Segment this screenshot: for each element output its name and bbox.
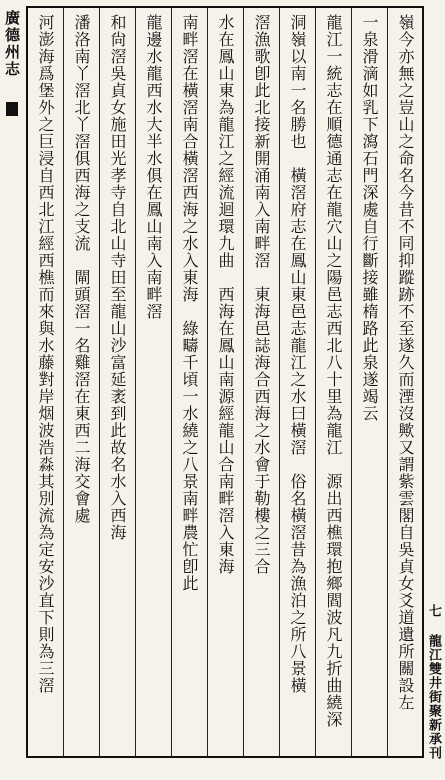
text-column-5: 滘漁歌卽此北接新開涌南入南畔滘 東海邑誌海合西海之水會于勒樓之三合 xyxy=(252,14,271,575)
book-title xyxy=(2,10,23,116)
column-rule xyxy=(279,8,280,756)
text-column-7: 南畔滘在橫滘南合橫滘西海之水入東海 綠疇千頃一水繞之八景南畔農忙卽此 xyxy=(180,14,199,592)
column-rule xyxy=(243,8,244,756)
text-column-1: 嶺今亦無之豈山之命名今昔不同抑蹤跡不至遂久而湮沒歟又謂紫雲閣自吳貞女爻道遺所關設左 xyxy=(396,14,415,711)
text-column-4: 洞嶺以南一名勝也 橫滘府志在鳳山東邑志龍江之水曰橫滘 俗名橫滘昔為漁泊之所八景橫 xyxy=(288,14,307,694)
text-column-10: 潘洛南丫滘北丫滘俱西海之支流 閘頭滘一名雞滘在東西二海交會處 xyxy=(72,14,91,524)
text-column-9: 和尙滘吳貞女施田光孝寺自北山寺田至龍山沙富延袤到此故名水入西海 xyxy=(108,14,127,541)
text-column-8: 龍邊水龍西水大半水俱在鳳山南入南畔滘 xyxy=(144,14,163,320)
column-rule xyxy=(135,8,136,756)
text-frame xyxy=(26,6,424,758)
printer-name: 龍江雙井街聚新承刊 xyxy=(426,634,441,760)
column-rule xyxy=(387,8,388,756)
column-rule xyxy=(351,8,352,756)
book-title-text: 廣德州志 xyxy=(3,10,21,78)
text-column-3: 龍江一統志在順德通志在龍穴山之陽邑志西北八十里為龍江 源出西樵環抱鄉閻波凡九折曲繞深 xyxy=(324,14,343,728)
column-rule xyxy=(99,8,100,756)
column-rule xyxy=(207,8,208,756)
printer-imprint xyxy=(424,604,443,760)
text-column-2: 一泉滑滴如乳下瀉石門深處自行斷接雖楕路此泉遂竭云 xyxy=(360,14,379,422)
column-rule xyxy=(171,8,172,756)
page-number: 七 xyxy=(426,604,441,618)
title-marker-block xyxy=(6,102,18,116)
text-column-6: 水在鳳山東為龍江之經流迴環九曲 西海在鳳山南源經龍山合南畔滘入東海 xyxy=(216,14,235,575)
column-rule xyxy=(63,8,64,756)
column-rule xyxy=(315,8,316,756)
text-column-11: 河澎海爲堡外之巨浸自西北江經西樵而來與水藤對岸烟波浩淼其別流為定安沙直下則為三滘 xyxy=(36,14,55,694)
